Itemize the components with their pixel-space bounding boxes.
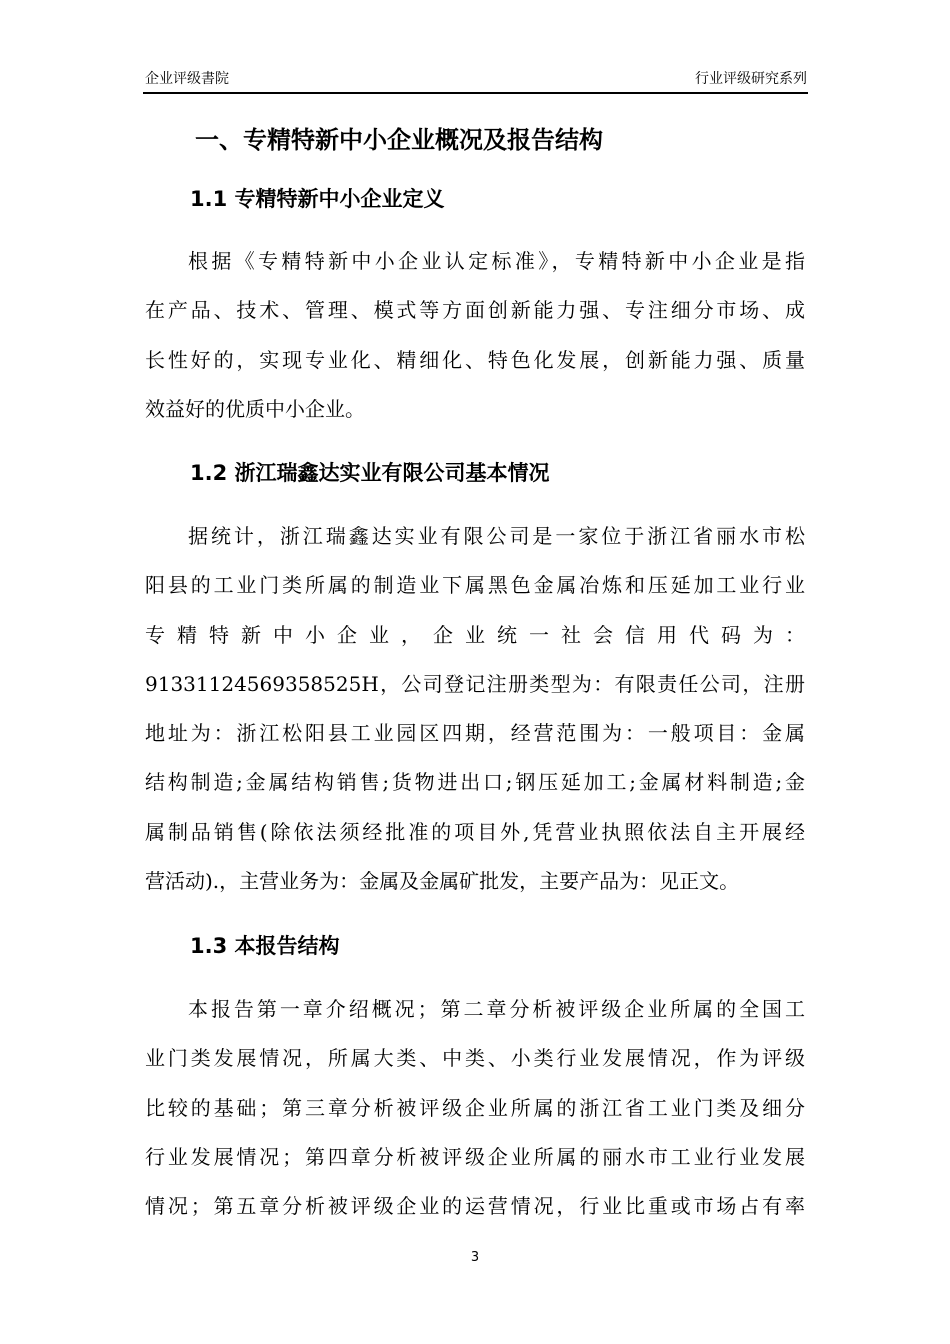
text-line: 长性好的，实现专业化、精细化、特色化发展，创新能力强、质量	[145, 347, 805, 372]
header-rule	[143, 92, 808, 94]
text-line: 据统计，浙江瑞鑫达实业有限公司是一家位于浙江省丽水市松	[188, 524, 805, 548]
section-heading-1-3: 1.3 本报告结构	[190, 934, 340, 958]
header-left: 企业评级書院	[145, 71, 229, 87]
text-line: 业门类发展情况，所属大类、中类、小类行业发展情况，作为评级	[145, 1046, 805, 1071]
text-line: 情况；第五章分析被评级企业的运营情况，行业比重或市场占有率	[145, 1194, 805, 1219]
text-line: 91331124569358525H，公司登记注册类型为：有限责任公司，注册	[145, 671, 805, 696]
page-number: 3	[470, 1250, 480, 1265]
text-line: 效益好的优质中小企业。	[145, 396, 365, 421]
text-line: 结构制造;金属结构销售;货物进出口;钢压延加工;金属材料制造;金	[145, 770, 805, 795]
text-line: 地址为：浙江松阳县工业园区四期，经营范围为：一般项目：金属	[145, 721, 805, 746]
text-line: 本报告第一章介绍概况；第二章分析被评级企业所属的全国工	[188, 997, 805, 1021]
section-1-2-paragraph	[145, 512, 805, 906]
text-line: 营活动).，主营业务为：金属及金属矿批发，主要产品为：见正文。	[145, 869, 740, 894]
text-line: 比较的基础；第三章分析被评级企业所属的浙江省工业门类及细分	[145, 1095, 805, 1120]
text-line: 根据《专精特新中小企业认定标准》，专精特新中小企业是指	[188, 249, 805, 273]
text-line: 属制品销售(除依法须经批准的项目外,凭营业执照依法自主开展经	[145, 819, 805, 844]
text-line: 行业发展情况；第四章分析被评级企业所属的丽水市工业行业发展	[145, 1144, 805, 1169]
section-heading-1-1: 1.1 专精特新中小企业定义	[190, 187, 445, 211]
section-1-1-paragraph	[145, 237, 805, 434]
section-1-3-paragraph	[145, 985, 805, 1231]
text-line: 阳县的工业门类所属的制造业下属黑色金属冶炼和压延加工业行业	[145, 573, 805, 598]
text-line: 专精特新中小企业，企业统一社会信用代码为：	[145, 622, 805, 647]
header-right: 行业评级研究系列	[695, 71, 807, 87]
text-line: 在产品、技术、管理、模式等方面创新能力强、专注细分市场、成	[145, 298, 805, 323]
chapter-title: 一、专精特新中小企业概况及报告结构	[195, 126, 603, 154]
section-heading-1-2: 1.2 浙江瑞鑫达实业有限公司基本情况	[190, 461, 550, 485]
